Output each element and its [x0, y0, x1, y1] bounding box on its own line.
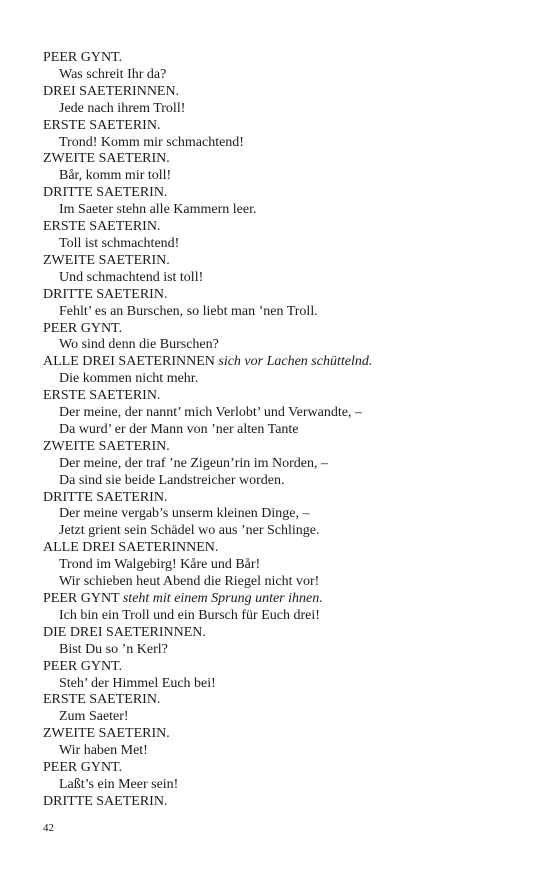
speaker-name: DRITTE SAETERIN.	[43, 793, 168, 809]
speaker-name: PEER GYNT.	[43, 658, 123, 674]
play-text	[43, 50, 523, 811]
speaker-name: ZWEITE SAETERIN.	[43, 252, 170, 268]
speaker-name: ALLE DREI SAETERINNEN	[43, 354, 215, 370]
verse-line: Trond im Walgebirg! Kåre und Bår!	[59, 557, 261, 573]
verse-line: Was schreit Ihr da?	[59, 66, 167, 82]
speaker-name: ERSTE SAETERIN.	[43, 219, 161, 235]
verse-line: Der meine, der traf ’ne Zigeun’rin im Norden, –	[59, 455, 329, 471]
verse-line: Die kommen nicht mehr.	[59, 371, 199, 387]
stage-direction: sich vor Lachen schüttelnd.	[218, 354, 373, 370]
verse-line: Jetzt grient sein Schädel wo aus ’ner Schlinge.	[59, 523, 320, 539]
speaker-name: ZWEITE SAETERIN.	[43, 726, 170, 742]
verse-line: Und schmachtend ist toll!	[59, 269, 204, 285]
speaker-name: ERSTE SAETERIN.	[43, 692, 161, 708]
speaker-name: PEER GYNT.	[43, 760, 123, 776]
verse-line: Fehlt’ es an Burschen, so liebt man ’nen Troll.	[59, 303, 318, 319]
stage-direction: steht mit einem Sprung unter ihnen.	[122, 591, 323, 606]
speaker-with-direction	[43, 354, 523, 371]
verse-line: Da sind sie beide Landstreicher worden.	[59, 472, 285, 488]
speaker-name: DIE DREI SAETERINNEN.	[43, 624, 206, 640]
verse-line: Da wurd’ er der Mann von ’ner alten Tante	[59, 421, 299, 437]
verse-line: Der meine, der nannt’ mich Verlobt’ und Verwandte, –	[59, 405, 362, 421]
verse-line: Bår, komm mir toll!	[59, 168, 172, 184]
verse-line: Bist Du so ’n Kerl?	[59, 641, 168, 657]
verse-line: Wir haben Met!	[59, 743, 148, 759]
verse-line: Wo sind denn die Burschen?	[59, 337, 219, 353]
speaker-name: ZWEITE SAETERIN.	[43, 151, 170, 167]
speaker-name: ERSTE SAETERIN.	[43, 117, 161, 133]
speaker-name: DRITTE SAETERIN.	[43, 286, 168, 302]
speaker-name: DREI SAETERINNEN.	[43, 83, 180, 99]
speaker-name: ALLE DREI SAETERINNEN.	[43, 540, 219, 556]
verse-line: Der meine vergab’s unserm kleinen Dinge, –	[59, 506, 310, 522]
speaker-name: ZWEITE SAETERIN.	[43, 438, 170, 454]
verse-line: Jede nach ihrem Troll!	[59, 100, 186, 116]
verse-line: Im Saeter stehn alle Kammern leer.	[59, 202, 257, 218]
speaker-name: PEER GYNT.	[43, 320, 123, 336]
speaker-with-direction	[43, 591, 523, 608]
speaker-name: ERSTE SAETERIN.	[43, 388, 161, 404]
speaker-name: PEER GYNT.	[43, 50, 123, 65]
page-number: 42	[43, 822, 54, 834]
verse-line: Ich bin ein Troll und ein Bursch für Euch drei!	[59, 607, 320, 623]
verse-line: Laßt’s ein Meer sein!	[59, 776, 179, 792]
verse-line: Zum Saeter!	[59, 709, 129, 725]
speaker-name: DRITTE SAETERIN.	[43, 185, 168, 201]
verse-line: Wir schieben heut Abend die Riegel nicht vor!	[59, 574, 320, 590]
speaker-name: PEER GYNT	[43, 591, 120, 606]
verse-line: Trond! Komm mir schmachtend!	[59, 134, 244, 150]
verse-line: Steh’ der Himmel Euch bei!	[59, 675, 216, 691]
speaker-name: DRITTE SAETERIN.	[43, 489, 168, 505]
verse-line: Toll ist schmachtend!	[59, 235, 180, 251]
